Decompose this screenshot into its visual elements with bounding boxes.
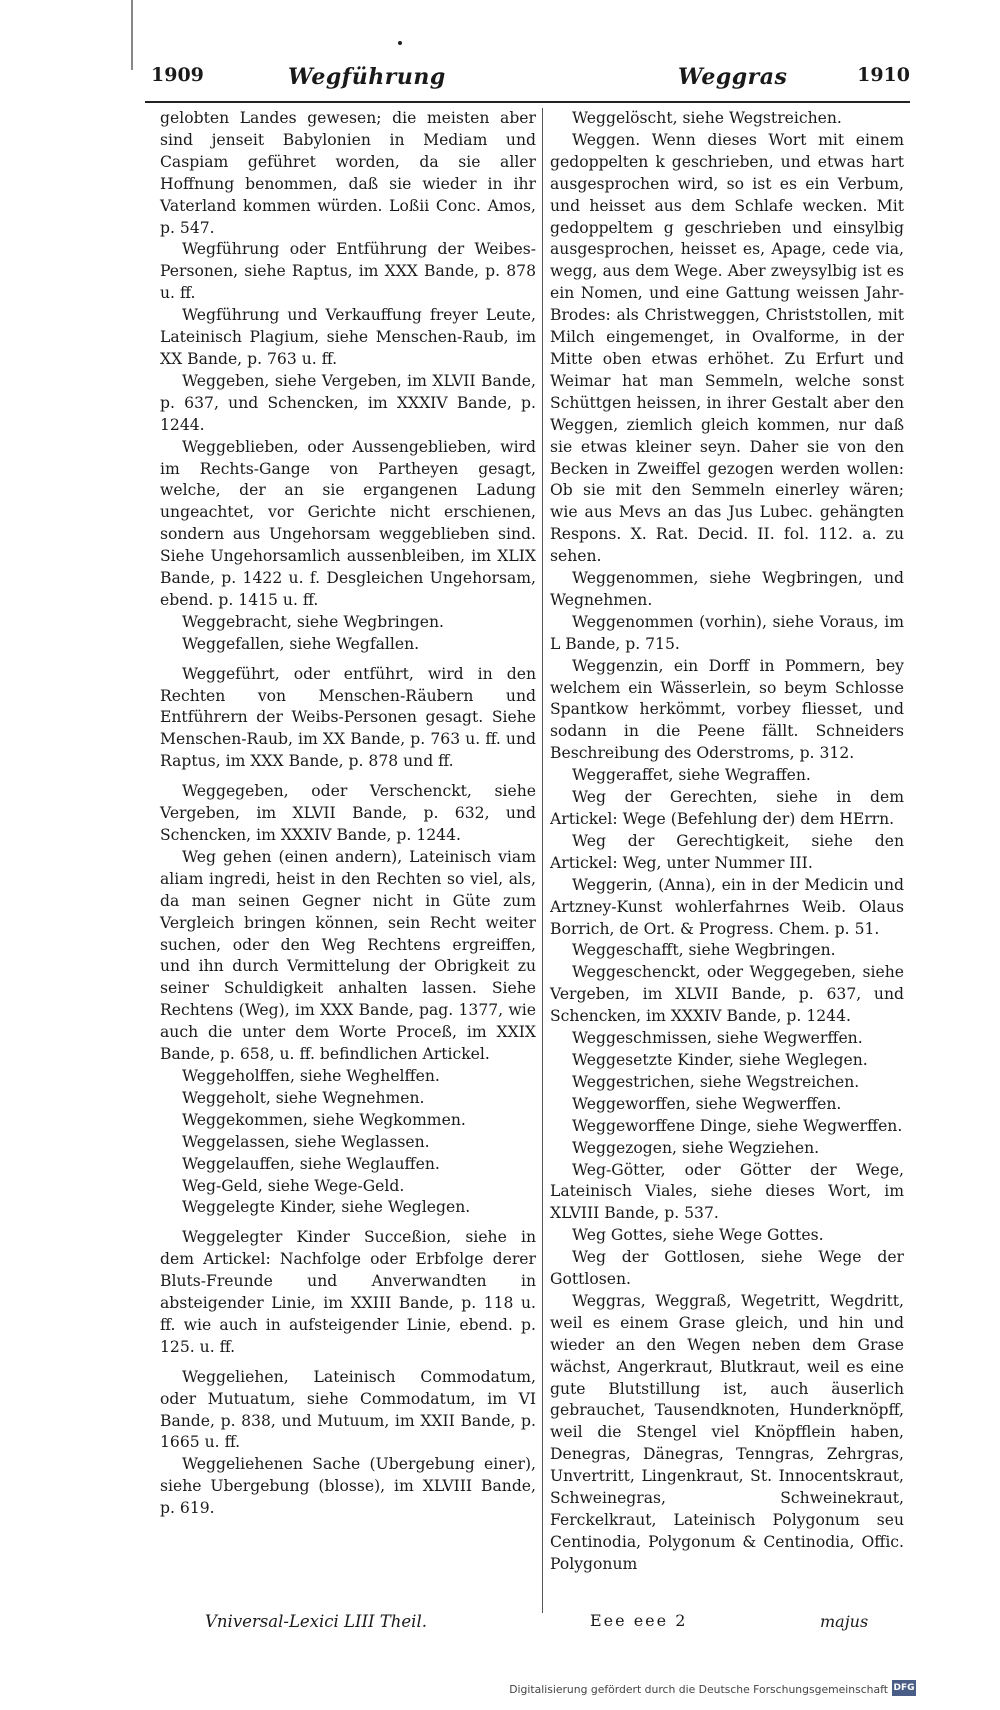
dictionary-entry: Weggekommen, siehe Wegkommen. <box>182 1110 466 1129</box>
dictionary-entry: Weg-Geld, siehe Wege-Geld. <box>182 1176 405 1195</box>
dictionary-entry: Weggeführt, oder entführt, wird in den Rechten von Menschen-Räubern und Entführern der Weibs-Personen gesagt. Siehe Menschen-Raub, im XX Bande, p. 763 u. ff. und Raptus, im XXX Bande, p. 878 und ff. <box>160 664 536 771</box>
dictionary-entry: Weggenzin, ein Dorff in Pommern, bey welchem ein Wässerlein, so beym Schlosse Spantkow herkömmt, vorbey fliesset, und sodann in die Peene fällt. Schneiders Beschreibung des Oderstroms, p. 312. <box>550 656 904 763</box>
dictionary-entry: Weggeben, siehe Vergeben, im XLVII Bande, p. 637, und Schencken, im XXXIV Bande, p. 1244. <box>160 371 536 434</box>
dictionary-entry: Wegführung oder Entführung der Weibes-Personen, siehe Raptus, im XXX Bande, p. 878 u. ff. <box>160 240 536 303</box>
signature-mark: Eee eee 2 <box>590 1611 688 1630</box>
dictionary-entry: gelobten Landes gewesen; die meisten aber sind jenseit Babylonien in Mediam und Caspiam geführet worden, da sie aller Hoffnung benommen, daß sie wieder in ihr Vaterland kommen würden. Loßii Conc. Amos, p. 547. <box>160 109 536 237</box>
dictionary-entry: Weggeholffen, siehe Weghelffen. <box>182 1066 440 1085</box>
dictionary-entry: Weggeschmissen, siehe Wegwerffen. <box>572 1029 863 1048</box>
dictionary-entry: Weggeholt, siehe Wegnehmen. <box>182 1088 425 1107</box>
dictionary-entry: Weggeblieben, oder Aussengeblieben, wird im Rechts-Gange von Partheyen gesagt, welche, der an sie ergangenen Ladung ungeachtet, vor Gerichte nicht erschienen, sondern aus Ungehorsam weggeblieben sind. Siehe Ungehorsamlich aussenbleiben, im XLIX Bande, p. 1422 u. f. Desgleichen Ungehorsam, ebend. p. 1415 u. ff. <box>160 437 536 609</box>
dictionary-entry: Weggegeben, oder Verschenckt, siehe Vergeben, im XLVII Bande, p. 632, und Schencken, im XXXIV Bande, p. 1244. <box>160 782 536 844</box>
page-header <box>145 64 910 98</box>
dictionary-entry: Weggefallen, siehe Wegfallen. <box>182 634 420 653</box>
right-column <box>550 108 904 1576</box>
dictionary-entry: Weg der Gerechten, siehe in dem Artickel: Wege (Befehlung der) dem HErrn. <box>550 788 904 828</box>
dictionary-entry: Weggelegter Kinder Succeßion, siehe in dem Artickel: Nachfolge oder Erbfolge derer Bluts-Freunde und Anverwandten in absteigender Linie, im XXIII Bande, p. 118 u. ff. wie auch in aufsteigender Linie, ebend. p. 125. u. ff. <box>160 1228 536 1356</box>
dictionary-entry: Weggenommen, siehe Wegbringen, und Wegnehmen. <box>550 569 904 609</box>
left-column <box>160 108 536 1520</box>
column-divider <box>542 108 543 1613</box>
page-number-right: 1910 <box>857 64 910 86</box>
dictionary-entry: Weggeworffene Dinge, siehe Wegwerffen. <box>572 1116 903 1135</box>
dictionary-entry: Weggebracht, siehe Wegbringen. <box>182 612 444 631</box>
dictionary-entry: Weggerin, (Anna), ein in der Medicin und Artzney-Kunst wohlerfahrnes Weib. Olaus Borrich, de Ort. & Progress. Chem. p. 51. <box>550 875 904 938</box>
dictionary-entry: Weg-Götter, oder Götter der Wege, Lateinisch Viales, siehe dieses Wort, im XLVIII Bande, p. 537. <box>550 1160 904 1223</box>
dictionary-entry: Weg der Gerechtigkeit, siehe den Artickel: Weg, unter Nummer III. <box>550 831 904 872</box>
headword-right: Weggras <box>678 64 788 90</box>
dictionary-entry: Weggelöscht, siehe Wegstreichen. <box>572 109 842 127</box>
headword-left: Wegführung <box>288 64 446 90</box>
dictionary-entry: Weggelassen, siehe Weglassen. <box>182 1132 430 1151</box>
page-number-left: 1909 <box>151 64 204 86</box>
dictionary-entry: Weggelegte Kinder, siehe Weglegen. <box>182 1198 471 1217</box>
dictionary-entry: Weggeliehenen Sache (Ubergebung einer), siehe Ubergebung (blosse), im XLVIII Bande, p. 619. <box>160 1455 536 1518</box>
dictionary-entry: Weggelauffen, siehe Weglauffen. <box>182 1154 440 1173</box>
dictionary-entry: Weg der Gottlosen, siehe Wege der Gottlosen. <box>550 1248 904 1289</box>
dictionary-entry: Weggesetzte Kinder, siehe Weglegen. <box>572 1050 868 1069</box>
dictionary-entry: Weg gehen (einen andern), Lateinisch viam aliam ingredi, heist in den Rechten so viel, als, da man seinen Gegner nicht in Güte zum Vergleich bringen können, sein Recht weiter suchen, oder den Weg Rechtens ergreiffen, und ihn durch Vermittelung der Obrigkeit zu seiner Schuldigkeit anhalten lassen. Siehe Rechtens (Weg), im XXX Bande, pag. 1377, wie auch die unter dem Worte Proceß, im XXIX Bande, p. 658, u. ff. befindlichen Artickel. <box>160 847 536 1064</box>
page-edge-shadow <box>131 0 133 70</box>
dictionary-entry: Weggestrichen, siehe Wegstreichen. <box>572 1072 860 1091</box>
volume-line: Vniversal-Lexici LIII Theil. <box>205 1612 427 1631</box>
ink-mark <box>398 41 402 45</box>
header-rule <box>145 101 910 103</box>
dictionary-entry: Weggenommen (vorhin), siehe Voraus, im L Bande, p. 715. <box>550 612 904 653</box>
dictionary-entry: Weggeraffet, siehe Wegraffen. <box>572 766 811 785</box>
dictionary-entry: Weggeschenckt, oder Weggegeben, siehe Vergeben, im XLVII Bande, p. 637, und Schencken, im XXXIV Bande, p. 1244. <box>550 963 904 1026</box>
catchword: majus <box>820 1612 869 1631</box>
dictionary-entry: Weggras, Weggraß, Wegetritt, Wegdritt, weil es einem Grase gleich, und hin und wieder an den Wegen neben dem Grase wächst, Angerkraut, Blutkraut, weil es eine gute Blutstillung ist, auch äuserlich gebrauchet, Tausendknoten, Hunderknöpff, weil die Stengel viel Knöpfflein haben, Denegras, Dänegras, Tenngras, Zehrgras, Unvertritt, Lingenkraut, St. Innocentskraut, Schweinegras, Schweinekraut, Ferckelkraut, Lateinisch Polygonum seu Centinodia, Polygonum & Centinodia, Offic. Polygonum <box>550 1291 904 1573</box>
dictionary-entry: Weggezogen, siehe Wegziehen. <box>572 1138 820 1157</box>
digitization-credit: Digitalisierung gefördert durch die Deutsche Forschungsgemeinschaft <box>509 1683 888 1696</box>
dictionary-entry: Weggeliehen, Lateinisch Commodatum, oder Mutuatum, siehe Commodatum, im VI Bande, p. 838, und Mutuum, im XXII Bande, p. 1665 u. ff. <box>160 1367 536 1452</box>
dictionary-entry: Weggeworffen, siehe Wegwerffen. <box>572 1094 842 1113</box>
dictionary-entry: Weggen. Wenn dieses Wort mit einem gedoppelten k geschrieben, und etwas hart ausgesprochen wird, so ist es ein Verbum, und heisset aus dem Schlafe wecken. Mit gedoppeltem g geschrieben und einsylbig ausgesprochen, heisset es, Apage, cede via, wegg, aus dem Wege. Aber zweysylbig ist es ein Nomen, und eine Gattung weissen Jahr-Brodes: als Christweggen, Christstollen, mit Milch eingemenget, in Ovalforme, in der Mitte oben etwas erhöhet. Zu Erfurt und Weimar hat man Semmeln, welche sonst Schüttgen heissen, in ihrer Gestalt aber den Weggen, ziemlich gleich kommen, nur daß sie etwas kleiner seyn. Daher sie von den Becken in Zweiffel gezogen werden wollen: Ob sie mit den Semmeln einerley wären; wie aus Mevs an das Jus Lubec. gehängten Respons. X. Rat. Decid. II. fol. 112. a. zu sehen. <box>550 130 904 566</box>
dictionary-entry: Wegführung und Verkauffung freyer Leute, Lateinisch Plagium, siehe Menschen-Raub, im XX Bande, p. 763 u. ff. <box>160 306 536 368</box>
dfg-logo: DFG <box>892 1680 916 1696</box>
dictionary-entry: Weggeschafft, siehe Wegbringen. <box>572 941 836 960</box>
dictionary-entry: Weg Gottes, siehe Wege Gottes. <box>572 1226 824 1245</box>
